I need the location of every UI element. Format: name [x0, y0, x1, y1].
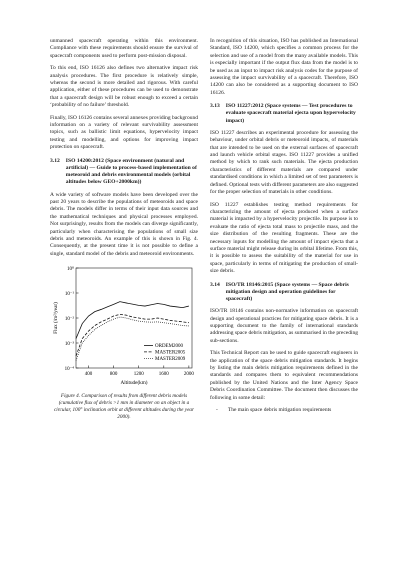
- bullet-text: The main space debris mitigation requirements: [227, 407, 332, 414]
- x-axis-label: Altitude(km): [120, 380, 148, 387]
- y-axis-label: Flux (/m²/year): [53, 302, 59, 334]
- section-title: ISO 11227:2012 (Space systems — Test procedures to evaluate spacecraft material ejecta upon hypervelocity impact): [225, 103, 356, 124]
- right-column: [210, 38, 358, 414]
- paragraph: To this end, ISO 16126 also defines two alternative impact risk analysis procedures. The first procedure is relatively simple, whereas the second is more detailed and rigorous. With careful application, either of these procedures can be used to demonstrate that a spacecraft design will be robust enough to exceed a certain ‘probability of no failure’ threshold.: [50, 65, 198, 109]
- section-number: 3.14: [210, 281, 220, 288]
- section-title: ISO/TR 18146:2015 (Space systems — Space debris mitigation design and operation guidelines for spacecraft): [225, 281, 349, 302]
- x-tick-label: 1600: [158, 372, 169, 378]
- bullet-dash: -: [216, 407, 218, 414]
- section-heading-3-12: [50, 158, 198, 187]
- section-heading-3-13: [210, 103, 358, 125]
- paragraph: ISO 11227 describes an experimental procedure for assessing the behaviour, under orbital debris or meteoroid impacts, of materials that are intended to be used on the external surfaces of spacecraft and launch vehicle orbital stages. ISO 11227 provides a unified method by which to rank such materials. The ejecta production characteristics of different materials are compared under standardised conditions in which a limited set of test parameters is defined. Optional tests with different parameters are also suggested for the proper selection of materials in other conditions.: [210, 129, 358, 196]
- paragraph: ISO/TR 18146 contains non-normative information on spacecraft design and operational practices for mitigating space debris. It is a supporting document to the family of international standards addressing space debris mitigation, as summarised in the preceding sub-sections.: [210, 308, 359, 344]
- paragraph: unmanned spacecraft operating within this environment. Compliance with these requirements should ensure the survival of spacecraft components used to perform post-mission disposal.: [50, 38, 198, 59]
- y-tick-label: 10⁻⁴: [64, 366, 74, 372]
- debris-flux-chart: [50, 264, 198, 386]
- x-tick-label: 1200: [133, 372, 144, 378]
- section-number: 3.13: [210, 103, 220, 110]
- legend-entry: MASTER2009: [155, 357, 186, 363]
- figure-caption: Figure 4. Comparison of results from different debris models (cumulative flux of debris >1 mm in diameter on an object in a circular, 100° inclination orbit at different altitudes during the year 2000).: [53, 393, 194, 420]
- left-column: [50, 38, 198, 423]
- section-number: 3.12: [50, 157, 60, 164]
- x-tick-label: 2000: [183, 372, 194, 378]
- bullet-item: [210, 407, 358, 414]
- y-tick-label: 10⁻²: [64, 316, 74, 322]
- section-heading-3-14: [210, 282, 358, 304]
- legend-entry: MASTER2005: [155, 350, 186, 356]
- paragraph: This Technical Report can be used to guide spacecraft engineers in the application of the space debris mitigation standards. It begins by listing the main debris mitigation requirements defined in the standards and compares them to equivalent recommendations published by the United Nations and the Inter Agency Space Debris Coordination Committee. The document then discusses the following in some detail:: [210, 350, 358, 401]
- y-tick-label: 10⁻³: [64, 341, 74, 347]
- x-tick-label: 800: [109, 372, 118, 378]
- paragraph: Finally, ISO 16126 contains several annexes providing background information on a variety of relevant survivability assessment topics, such as ballistic limit equations, hypervelocity impact testing and modelling, and options for improving impact protection on spacecraft.: [50, 114, 198, 151]
- y-tick-label: 10⁰: [66, 266, 74, 272]
- section-title: ISO 14200:2012 (Space environment (natural and artificial) — Guide to process-based implementation of meteoroid and debris environmental models (orbital altitudes below GEO+2000km)): [65, 157, 197, 186]
- legend-entry: ORDEM2000: [155, 344, 184, 350]
- paragraph: In recognition of this situation, ISO has published an International Standard, ISO 14200, which specifies a common process for the selection and use of a model from the many available models. This is especially important if the output flux data from the model is to be used as an input to impact risk analysis codes for the purpose of assessing the impact survivability of a spacecraft. Therefore, ISO 14200 can also be considered as a supporting document to ISO 16126.: [210, 38, 358, 96]
- x-tick-label: 400: [84, 372, 93, 378]
- paragraph: A wide variety of software models have been developed over the past 20 years to describe the populations of meteoroids and space debris. The models differ in terms of their input data sources and the mathematical techniques and physical processes employed. Not surprisingly, results from the models can diverge significantly, particularly when characterising the populations of small size debris and meteoroids. An example of this is shown in Fig. 4. Consequently, at the present time it is not possible to define a single, standard model of the debris and meteoroid environments.: [50, 191, 198, 257]
- figure-4: [50, 264, 198, 420]
- y-tick-label: 10⁻¹: [64, 291, 74, 297]
- paragraph: ISO 11227 establishes testing method requirements for characterizing the amount of ejecta produced when a surface material is impacted by a hypervelocity projectile. Its purpose is to evaluate the ratio of ejecta total mass to projectile mass, and the size distribution of the resulting fragments. These are the necessary inputs for modelling the amount of impact ejecta that a surface material might release during its orbital lifetime. From this, it is possible to assess the suitability of the material for use in space, particularly in terms of mitigating the production of small-size debris.: [210, 201, 359, 275]
